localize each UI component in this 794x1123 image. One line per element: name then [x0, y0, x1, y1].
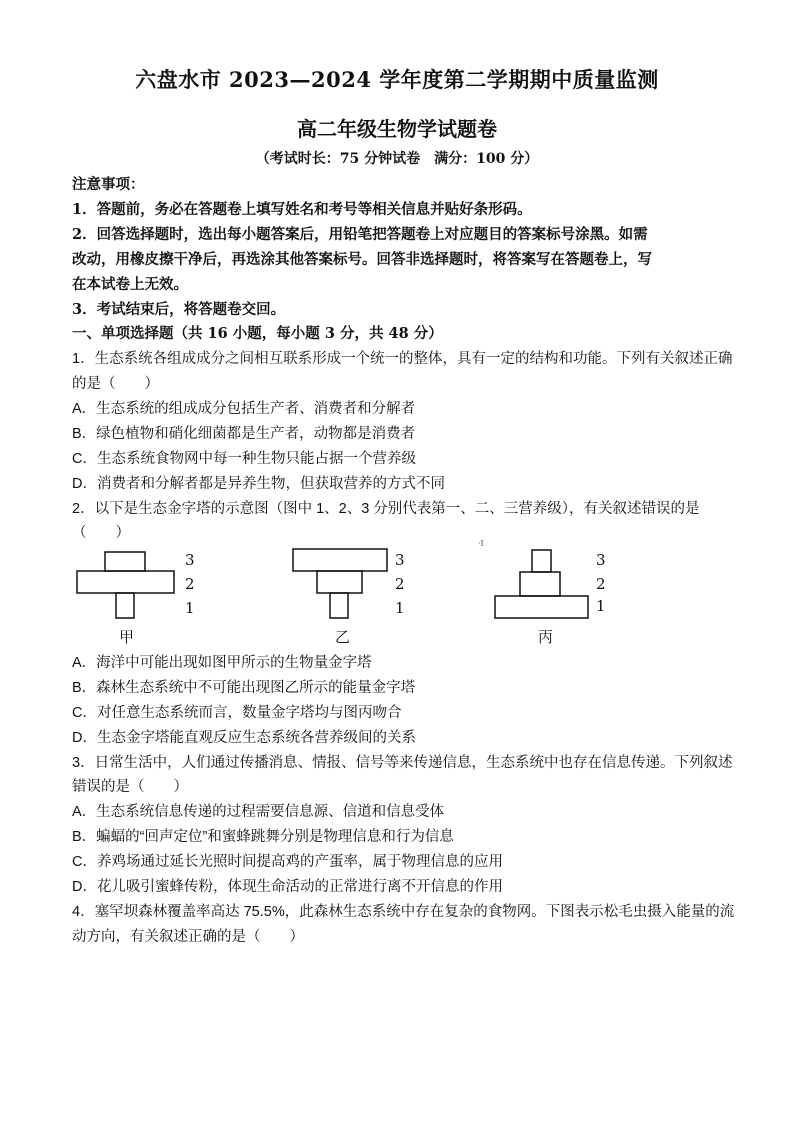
pyramid-yi-level-3 [293, 549, 387, 571]
q4-stem: 4．塞罕坝森林覆盖率高达 75.5%，此森林生态系统中存在复杂的食物网。下图表示松毛虫摄入能量的流 [72, 904, 735, 920]
level-label: 1 [596, 597, 606, 615]
q1-option-d: D．消费者和分解者都是异养生物，但获取营养的方式不同 [72, 476, 445, 492]
q4-stem: 动方向，有关叙述正确的是（ ） [72, 929, 304, 945]
pyramid-jia-level-1 [116, 593, 134, 618]
q1-stem: 的是（ ） [72, 376, 159, 392]
q1-option-a: A．生态系统的组成成分包括生产者、消费者和分解者 [72, 401, 416, 417]
level-label: 2 [395, 575, 405, 593]
q2-option-d: D．生态金字塔能直观反应生态系统各营养级间的关系 [72, 730, 416, 746]
q2-option-c: C．对任意生态系统而言，数量金字塔均与图丙吻合 [72, 705, 402, 721]
pyramid-yi-level-2 [317, 571, 362, 593]
level-label: 3 [596, 551, 606, 569]
q1-stem: 1．生态系统各组成成分之间相互联系形成一个统一的整体，具有一定的结构和功能。下列有关叙述正确 [72, 351, 733, 367]
q3-option-d: D．花儿吸引蜜蜂传粉，体现生命活动的正常进行离不开信息的作用 [72, 879, 503, 895]
section-heading: 一、单项选择题（共 16 小题，每小题 3 分，共 48 分） [72, 325, 443, 342]
q1-option-b: B．绿色植物和硝化细菌都是生产者，动物都是消费者 [72, 426, 416, 442]
note-line: 3．考试结束后，将答题卷交回。 [72, 301, 286, 318]
level-label: 2 [185, 575, 195, 593]
q1-option-c: C．生态系统食物网中每一种生物只能占据一个营养级 [72, 451, 416, 467]
exam-info: （考试时长：75 分钟试卷 满分：100 分） [255, 151, 539, 167]
q2-stem: 2．以下是生态金字塔的示意图（图中 1、2、3 分别代表第一、二、三营养级），有关叙述错误的是 [72, 501, 700, 517]
level-label: 3 [185, 551, 195, 569]
q3-option-c: C．养鸡场通过延长光照时间提高鸡的产蛋率，属于物理信息的应用 [72, 854, 503, 870]
q2-stem: （ ） [72, 525, 130, 541]
pyramid-bing-level-1 [495, 596, 588, 618]
pyramid-jia-level-2 [77, 571, 174, 593]
q2-option-a: A．海洋中可能出现如图甲所示的生物量金字塔 [72, 655, 372, 671]
pyramid-bing-level-2 [520, 572, 560, 596]
caption-jia: 甲 [119, 629, 135, 646]
q3-option-a: A．生态系统信息传递的过程需要信息源、信道和信息受体 [72, 804, 445, 820]
q3-option-b: B．蝙蝠的“回声定位”和蜜蜂跳舞分别是物理信息和行为信息 [72, 829, 454, 845]
pyramid-bing-level-3 [532, 550, 551, 572]
note-line: 在本试卷上无效。 [72, 276, 188, 293]
note-line: 改动，用橡皮擦干净后，再选涂其他答案标号。回答非选择题时，将答案写在答题卷上，写 [72, 251, 652, 268]
level-label: 1 [185, 599, 195, 617]
notes-heading: 注意事项： [72, 176, 145, 193]
exam-title: 六盘水市 2023—2024 学年度第二学期期中质量监测 [135, 67, 659, 92]
q3-stem: 3．日常生活中，人们通过传播消息、情报、信号等来传递信息，生态系统中也存在信息传递。下列叙述 [72, 755, 733, 771]
note-line: 2．回答选择题时，选出每小题答案后，用铅笔把答题卷上对应题目的答案标号涂黑。如需 [72, 226, 648, 243]
pyramid-jia-level-3 [105, 552, 145, 571]
level-label: 3 [395, 551, 405, 569]
q2-option-b: B．森林生态系统中不可能出现图乙所示的能量金字塔 [72, 680, 416, 696]
pyramid-figure [70, 540, 730, 648]
level-label: 1 [395, 599, 405, 617]
caption-bing: 丙 [538, 629, 554, 646]
q3-stem: 错误的是（ ） [72, 779, 188, 795]
level-label: 2 [596, 575, 606, 593]
note-line: 1．答题前，务必在答题卷上填写姓名和考号等相关信息并贴好条形码。 [72, 201, 532, 218]
exam-subtitle: 高二年级生物学试题卷 [297, 117, 497, 141]
caption-yi: 乙 [335, 629, 351, 646]
stray-mark: ·I [478, 539, 484, 548]
pyramid-yi-level-1 [330, 593, 348, 618]
